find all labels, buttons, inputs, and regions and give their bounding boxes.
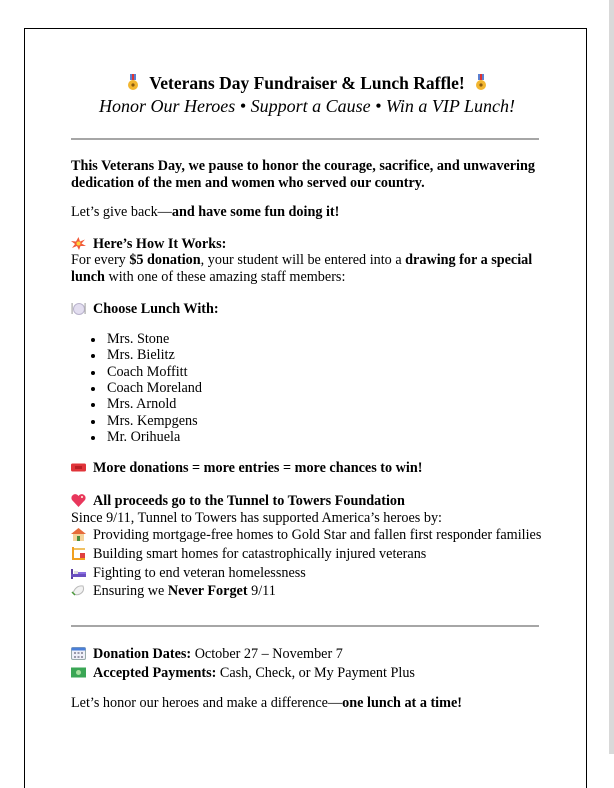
closing-bold: one lunch at a time! (342, 695, 462, 711)
divider (71, 625, 539, 627)
bullet-icon (91, 338, 95, 342)
how-heading-text: Here’s How It Works: (93, 236, 227, 252)
proceeds-item (71, 583, 276, 600)
t: Ensuring we (93, 583, 168, 599)
more-entries (71, 460, 422, 477)
t: For every (71, 252, 130, 268)
intro-line-1: This Veterans Day, we pause to honor the courage, sacrifice, and unwavering (71, 158, 535, 174)
staff-list-item: Coach Moreland (107, 379, 202, 396)
plate-icon (71, 302, 86, 315)
proceeds-item-text: Fighting to end veteran homelessness (93, 565, 306, 581)
how-heading (71, 236, 226, 253)
payments-value: Cash, Check, or My Payment Plus (216, 665, 415, 681)
proceeds-item (71, 527, 541, 544)
payments-label: Accepted Payments: (93, 665, 217, 681)
divider (71, 138, 539, 140)
medal-icon (127, 74, 139, 91)
proceeds-item (71, 565, 306, 582)
title-text: Veterans Day Fundraiser & Lunch Raffle! (149, 73, 465, 93)
t: with one of these amazing staff members: (104, 269, 346, 285)
dove-icon (71, 584, 86, 597)
medal-icon (475, 74, 487, 91)
dates-label: Donation Dates: (93, 646, 192, 662)
more-entries-text: More donations = more entries = more chances to win! (93, 460, 423, 476)
never-forget: Never Forget (167, 583, 248, 599)
staff-list-item: Mr. Orihuela (107, 428, 181, 445)
how-line-1 (71, 252, 532, 269)
heart-icon (71, 494, 86, 507)
staff-list-item: Coach Moffitt (107, 363, 188, 380)
bullet-icon (91, 420, 95, 424)
t: , your student will be entered into a (200, 252, 406, 268)
t: drawing for a special (405, 252, 533, 268)
proceeds-item (71, 546, 426, 563)
staff-list-item: Mrs. Stone (107, 331, 170, 347)
proceeds-heading (71, 493, 405, 510)
bullet-icon (91, 387, 95, 391)
closing-plain: Let’s honor our heroes and make a difference— (71, 695, 343, 711)
proceeds-heading-text: All proceeds go to the Tunnel to Towers Foundation (93, 493, 405, 509)
proceeds-since: Since 9/11, Tunnel to Towers has supported America’s heroes by: (71, 510, 442, 526)
staff-list-item: Mrs. Arnold (107, 396, 177, 413)
calendar-icon (71, 647, 86, 660)
give-back-plain: Let’s give back— (71, 204, 172, 220)
t: 9/11 (247, 583, 276, 599)
accepted-payments (71, 665, 415, 682)
give-back-text (71, 204, 339, 221)
dates-value: October 27 – November 7 (191, 646, 343, 662)
how-line-2 (71, 269, 345, 286)
staff-list-item: Mrs. Kempgens (107, 412, 198, 429)
choose-heading (71, 301, 219, 318)
building-icon (71, 547, 86, 560)
money-icon (71, 666, 86, 679)
staff-list-item: Mrs. Bielitz (107, 347, 175, 364)
subtitle: Honor Our Heroes • Support a Cause • Win a VIP Lunch! (98, 96, 516, 116)
proceeds-item-text: Providing mortgage-free homes to Gold Star and fallen first responder families (93, 527, 542, 543)
bullet-icon (91, 371, 95, 375)
donation-amount: $5 donation (129, 252, 201, 268)
choose-heading-text: Choose Lunch With: (93, 301, 219, 317)
intro-line-2: dedication of the men and women who served our country. (71, 175, 425, 191)
ticket-icon (71, 461, 86, 474)
bed-icon (71, 566, 86, 579)
house-icon (71, 528, 86, 541)
proceeds-item-text: Building smart homes for catastrophically injured veterans (93, 546, 427, 562)
give-back-bold: and have some fun doing it! (171, 204, 340, 220)
donation-dates (71, 646, 343, 663)
bullet-icon (91, 436, 95, 440)
closing-line (71, 695, 462, 712)
collision-icon (71, 237, 86, 250)
page-title (0, 73, 614, 94)
t: lunch (71, 269, 105, 285)
